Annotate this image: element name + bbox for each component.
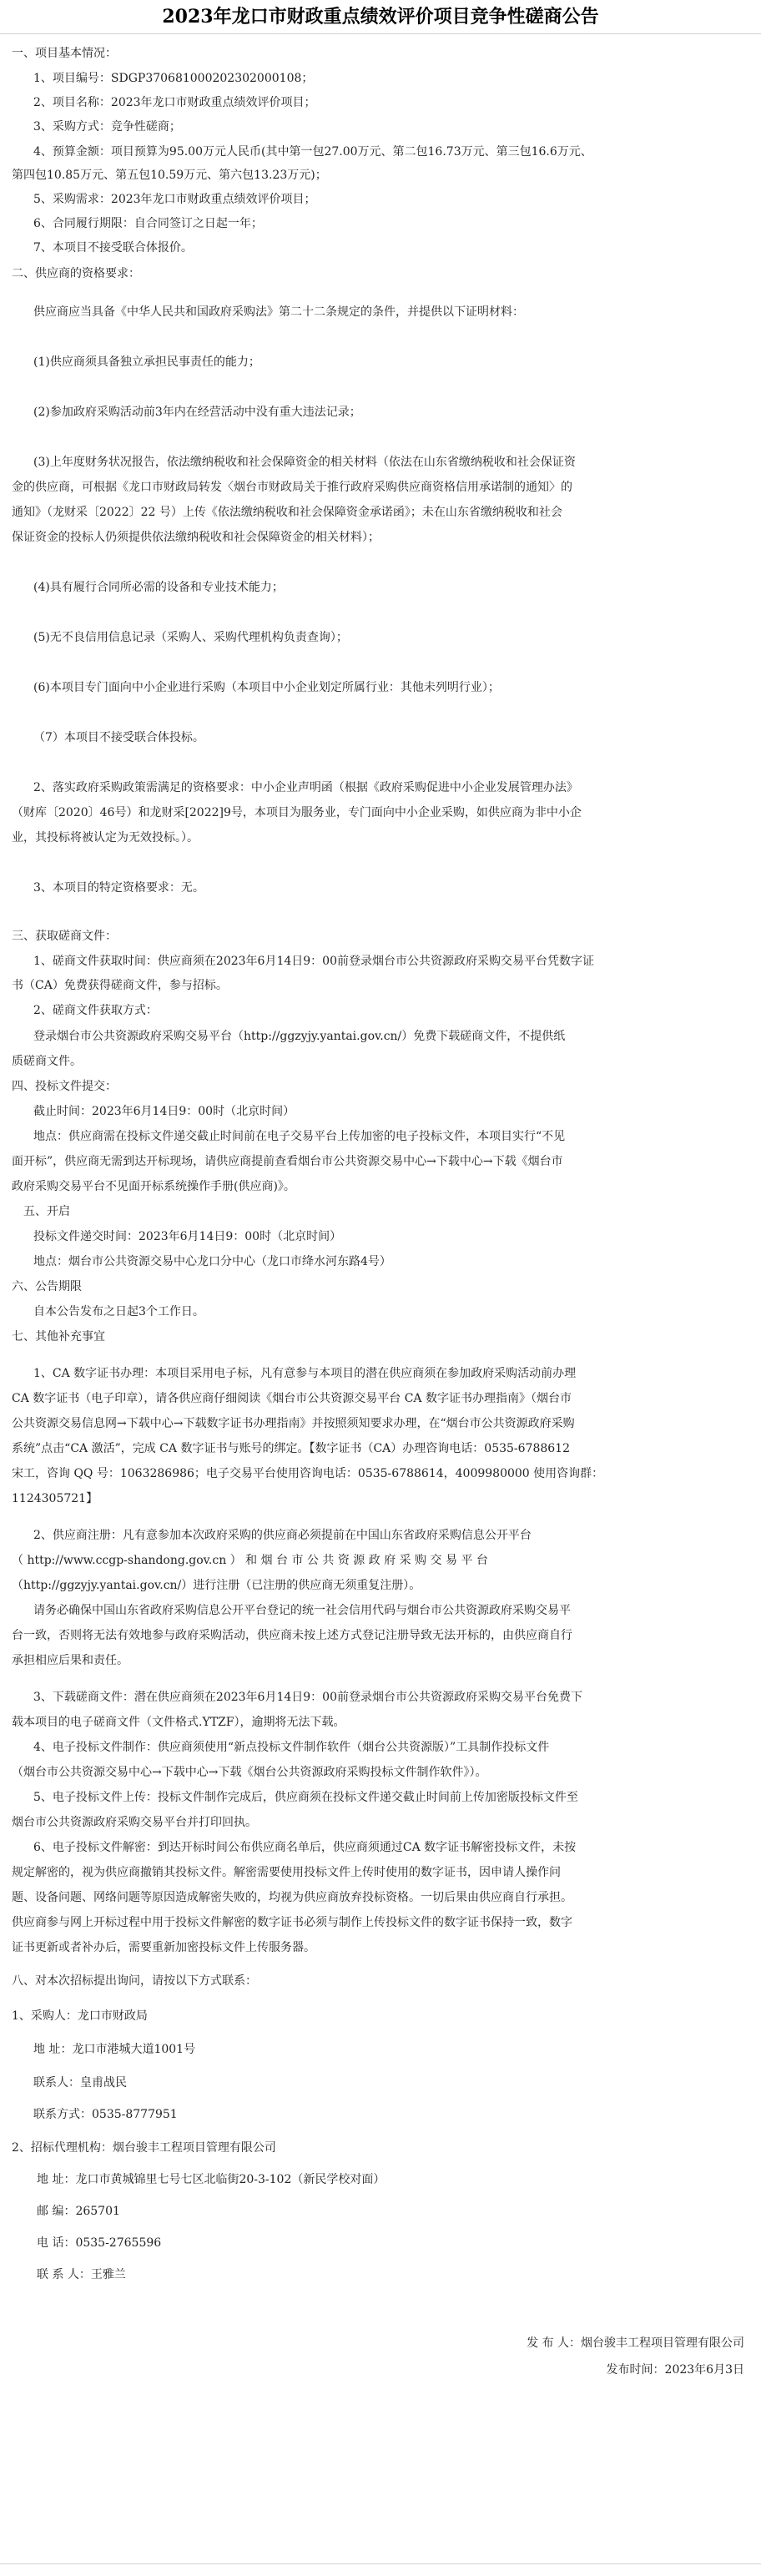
text-line: 请务必确保中国山东省政府采购信息公开平台登记的统一社会信用代码与烟台市公共资源政府采购交易平 xyxy=(33,1604,571,1617)
text-line: 规定解密的，视为供应商撤销其投标文件。解密需要使用投标文件上传时使用的数字证书，因申请人操作问 xyxy=(12,1866,561,1879)
text-line: (6)本项目专门面向中小企业进行采购（本项目中小企业划定所属行业：其他未列明行业）； xyxy=(33,681,500,694)
text-line: (3)上年度财务状况报告，依法缴纳税收和社会保障资金的相关材料（依法在山东省缴纳税收和社会保证资 xyxy=(33,456,576,469)
text-line: 截止时间：2023年6月14日9：00时（北京时间） xyxy=(33,1105,295,1118)
text-line: 证书更新或者补办后，需要重新加密投标文件上传服务器。 xyxy=(12,1941,315,1954)
text-line: 6、合同履行期限：自合同签订之日起一年； xyxy=(33,217,263,230)
section-heading-1: 一、项目基本情况： xyxy=(12,47,117,60)
text-line: (2)参加政府采购活动前3年内在经营活动中没有重大违法记录； xyxy=(33,406,361,419)
publisher: 发 布 人：烟台骏丰工程项目管理有限公司 xyxy=(527,2337,744,2350)
text-line: 2、落实政府采购政策需满足的资格要求：中小企业声明函（根据《政府采购促进中小企业发展管理办法》 xyxy=(33,781,578,794)
text-line: 1、项目编号：SDGP370681000202302000108； xyxy=(33,72,314,85)
text-line: 自本公告发布之日起3个工作日。 xyxy=(33,1305,204,1318)
text-line: 通知》（龙财采〔2022〕22 号）上传《依法缴纳税收和社会保障资金承诺函》；未在山东省缴纳税收和社会 xyxy=(12,506,562,519)
text-line: 公共资源交易信息网→下载中心→下载数字证书办理指南》并按照须知要求办理，在“烟台市公共资源政府采购 xyxy=(12,1417,575,1430)
contact-line: 地 址：龙口市黄城锦里七号七区北临街20-3-102（新民学校对面） xyxy=(37,2173,386,2186)
text-line: 金的供应商，可根据《龙口市财政局转发〈烟台市财政局关于推行政府采购供应商资格信用承诺制的通知〉的 xyxy=(12,481,572,494)
section-heading-3: 三、获取磋商文件： xyxy=(12,930,117,943)
text-line: 2、项目名称：2023年龙口市财政重点绩效评价项目； xyxy=(33,96,316,109)
text-line: 地点：供应商需在投标文件递交截止时间前在电子交易平台上传加密的电子投标文件，本项目实行“不见 xyxy=(33,1130,566,1143)
text-line: 质磋商文件。 xyxy=(12,1055,82,1068)
section-heading-4: 四、投标文件提交： xyxy=(12,1080,117,1093)
text-line: 台一致，否则将无法有效地参与政府采购活动，供应商未按上述方式登记注册导致无法开标的，由供应商自行 xyxy=(12,1629,572,1642)
text-line: 3、采购方式：竞争性磋商； xyxy=(33,120,181,134)
section-heading-6: 六、公告期限 xyxy=(12,1280,82,1293)
section-heading-5: 五、开启 xyxy=(23,1205,70,1218)
text-line: 登录烟台市公共资源政府采购交易平台（http://ggzyjy.yantai.gov.cn/）免费下载磋商文件，不提供纸 xyxy=(33,1030,566,1043)
text-line: 承担相应后果和责任。 xyxy=(12,1654,129,1667)
text-line: 供应商参与网上开标过程中用于投标文件解密的数字证书必须与制作上传投标文件的数字证书保持一致，数字 xyxy=(12,1916,572,1929)
text-line: 6、电子投标文件解密：到达开标时间公布供应商名单后，供应商须通过CA 数字证书解密投标文件，未按 xyxy=(33,1841,577,1854)
contact-line: 地 址：龙口市港城大道1001号 xyxy=(33,2043,196,2056)
page-title: 2023年龙口市财政重点绩效评价项目竞争性磋商公告 xyxy=(162,6,599,28)
section-heading-7: 七、其他补充事宜 xyxy=(12,1330,105,1343)
section-heading-2: 二、供应商的资格要求： xyxy=(12,267,140,280)
text-line: CA 数字证书（电子印章），请各供应商仔细阅读《烟台市公共资源交易平台 CA 数字证书办理指南》（烟台市 xyxy=(12,1392,572,1405)
contact-line: 邮 编：265701 xyxy=(37,2205,120,2218)
text-line: 书（CA）免费获得磋商文件，参与招标。 xyxy=(12,979,228,992)
text-line: （ http://www.ccgp-shandong.gov.cn ） 和 烟 台 市 公 共 资 源 政 府 采 购 交 易 平 台 xyxy=(12,1554,488,1567)
text-line: (1)供应商须具备独立承担民事责任的能力； xyxy=(33,355,260,369)
text-line: 面开标”，供应商无需到达开标现场，请供应商提前查看烟台市公共资源交易中心→下载中心→下载《烟台市 xyxy=(12,1155,563,1168)
text-line: (4)具有履行合同所必需的设备和专业技术能力； xyxy=(33,581,284,594)
text-line: 1124305721】 xyxy=(12,1492,98,1505)
text-line: 保证资金的投标人仍须提供依法缴纳税收和社会保障资金的相关材料）； xyxy=(12,531,380,544)
contact-line: 联系人：皇甫战民 xyxy=(33,2076,127,2090)
text-line: 5、采购需求：2023年龙口市财政重点绩效评价项目； xyxy=(33,193,316,206)
text-line: 第四包10.85万元、第五包10.59万元、第六包13.23万元)； xyxy=(12,169,327,182)
text-line: (5)无不良信用信息记录（采购人、采购代理机构负责查询）； xyxy=(33,631,348,644)
text-line: 业，其投标将被认定为无效投标。）。 xyxy=(12,831,199,844)
contact-line: 联 系 人：王雅兰 xyxy=(37,2268,126,2281)
text-line: 3、本项目的特定资格要求：无。 xyxy=(33,881,204,895)
title-divider xyxy=(0,33,761,34)
text-line: 4、电子投标文件制作：供应商须使用“新点投标文件制作软件（烟台公共资源版）”工具制作投标文件 xyxy=(33,1741,550,1754)
text-line: 宋工，咨询 QQ 号：1063286986；电子交易平台使用咨询电话：0535-6788614，4009980000 使用咨询群： xyxy=(12,1467,604,1480)
text-line: 系统”点击“CA 激活”，完成 CA 数字证书与账号的绑定。【数字证书（CA）办理咨询电话：0535-6788612 xyxy=(12,1442,570,1455)
text-line: 供应商应当具备《中华人民共和国政府采购法》第二十二条规定的条件，并提供以下证明材料： xyxy=(33,305,524,319)
text-line: 烟台市公共资源政府采购交易平台并打印回执。 xyxy=(12,1816,257,1829)
text-line: 载本项目的电子磋商文件（文件格式.YTZF），逾期将无法下载。 xyxy=(12,1716,345,1729)
publish-date: 发布时间：2023年6月3日 xyxy=(606,2363,744,2377)
text-line: 2、磋商文件获取方式： xyxy=(33,1004,158,1017)
text-line: 4、预算金额：项目预算为95.00万元人民币(其中第一包27.00万元、第二包16.73万元、第三包16.6万元、 xyxy=(33,145,592,159)
text-line: 投标文件递交时间：2023年6月14日9：00时（北京时间） xyxy=(33,1230,342,1243)
contact-agency: 2、招标代理机构：烟台骏丰工程项目管理有限公司 xyxy=(12,2141,276,2155)
text-line: 1、磋商文件获取时间：供应商须在2023年6月14日9：00前登录烟台市公共资源政府采购交易平台凭数字证 xyxy=(33,955,594,968)
text-line: 1、CA 数字证书办理：本项目采用电子标，凡有意参与本项目的潜在供应商须在参加政府采购活动前办理 xyxy=(33,1367,577,1380)
bottom-divider xyxy=(0,2563,761,2564)
text-line: 7、本项目不接受联合体报价。 xyxy=(33,241,193,255)
text-line: （7）本项目不接受联合体投标。 xyxy=(33,731,204,744)
text-line: 题、设备问题、网络问题等原因造成解密失败的，均视为供应商放弃投标资格。一切后果由供应商自行承担。 xyxy=(12,1891,572,1904)
text-line: （烟台市公共资源交易中心→下载中心→下载《烟台公共资源政府采购投标文件制作软件》）。 xyxy=(12,1766,487,1779)
contact-purchaser: 1、采购人：龙口市财政局 xyxy=(12,2009,148,2023)
text-line: 3、下载磋商文件：潜在供应商须在2023年6月14日9：00前登录烟台市公共资源政府采购交易平台免费下 xyxy=(33,1691,582,1704)
text-line: 2、供应商注册：凡有意参加本次政府采购的供应商必须提前在中国山东省政府采购信息公开平台 xyxy=(33,1529,532,1542)
text-line: （http://ggzyjy.yantai.gov.cn/）进行注册（已注册的供应商无须重复注册）。 xyxy=(12,1579,421,1592)
section-heading-8: 八、对本次招标提出询问，请按以下方式联系： xyxy=(12,1974,257,1988)
text-line: 5、电子投标文件上传：投标文件制作完成后，供应商须在投标文件递交截止时间前上传加密版投标文件至 xyxy=(33,1791,578,1804)
text-line: 政府采购交易平台不见面开标系统操作手册(供应商)》。 xyxy=(12,1180,295,1193)
text-line: 地点：烟台市公共资源交易中心龙口分中心（龙口市绛水河东路4号） xyxy=(33,1255,391,1268)
contact-line: 电 话：0535-2765596 xyxy=(37,2236,162,2250)
text-line: （财库〔2020〕46号）和龙财采[2022]9号，本项目为服务业，专门面向中小企业采购，如供应商为非中小企 xyxy=(12,806,582,819)
contact-line: 联系方式：0535-8777951 xyxy=(33,2108,178,2121)
